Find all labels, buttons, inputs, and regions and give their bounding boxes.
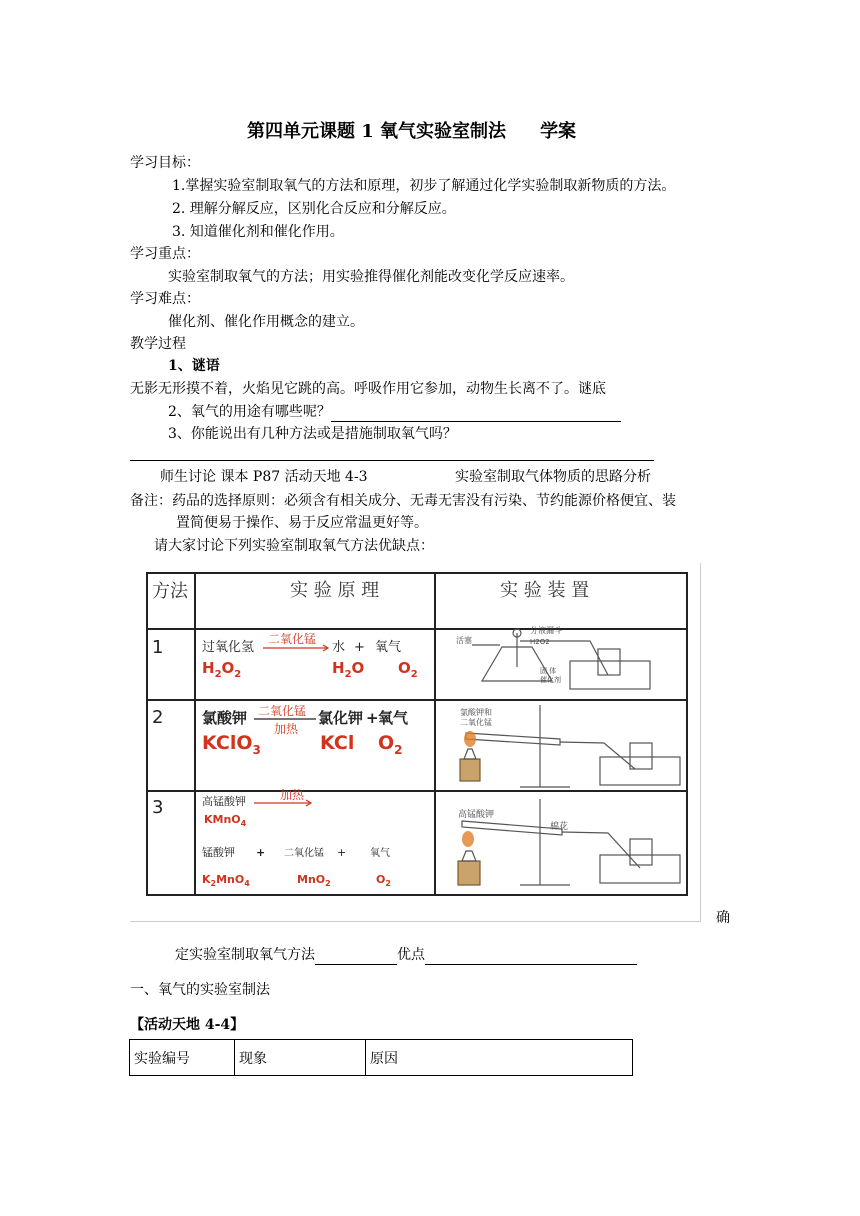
table-header-cell: 实验编号 <box>130 1040 235 1076</box>
formula-o2: $O_2$ <box>376 873 391 888</box>
svg-text:棉花: 棉花 <box>550 822 569 832</box>
note-line-1: 备注：药品的选择原则：必须含有相关成分、无毒无害没有污染、节约能源价格便宜、装 <box>130 493 676 509</box>
svg-text:固 体: 固 体 <box>540 667 557 675</box>
svg-text:+: + <box>366 709 379 727</box>
catalyst-label: 二氧化锰 <box>268 632 317 646</box>
reactant-name: 高锰酸钾 <box>202 795 246 808</box>
answer-blank[interactable] <box>331 407 621 422</box>
formula-kcl: KCl <box>320 732 355 754</box>
methods-figure <box>130 563 701 922</box>
product-name: 水 <box>332 640 346 655</box>
activity-heading: 【活动天地 4-4】 <box>130 1017 245 1033</box>
difficulty-heading: 学习难点： <box>130 291 200 307</box>
formula-o2: $O_2$ <box>378 732 403 757</box>
header-principle: 实 验 原 理 <box>290 580 380 601</box>
product-name: 氯化钾 <box>318 709 364 727</box>
key-heading: 学习重点： <box>130 246 200 262</box>
discuss-prompt: 请大家讨论下列实验室制取氧气方法优缺点： <box>154 538 434 554</box>
question-uses: 2、氧气的用途有哪些呢？ <box>168 402 621 422</box>
objective-item: 2. 理解分解反应，区别化合反应和分解反应。 <box>172 201 456 217</box>
heat-label: 加热 <box>274 722 299 736</box>
method-number: 3 <box>152 797 164 818</box>
formula-h2o2: $H_2O_2$ <box>202 659 242 680</box>
answer-line[interactable] <box>130 460 654 461</box>
svg-text:氯酸钾和: 氯酸钾和 <box>460 708 492 717</box>
method-blank[interactable] <box>315 950 397 965</box>
product-name: 锰酸钾 <box>202 846 235 859</box>
svg-text:+: + <box>337 846 347 859</box>
objective-item: 3. 知道催化剂和催化作用。 <box>172 224 344 240</box>
apparatus-2-sketch <box>460 705 680 787</box>
discussion-left: 师生讨论 课本 P87 活动天地 4-3 <box>160 469 368 485</box>
apparatus-1-sketch <box>472 629 650 689</box>
svg-text:+: + <box>256 846 266 859</box>
riddle-heading: 1、谜语 <box>168 358 220 374</box>
reactant-name: 过氧化氢 <box>202 640 255 655</box>
heat-label: 加热 <box>280 788 305 802</box>
header-method-1: 方法 <box>152 581 188 602</box>
svg-text:催化剂: 催化剂 <box>540 676 561 684</box>
formula-h2o: $H_2O$ <box>332 659 365 680</box>
product-name: 氧气 <box>370 848 390 859</box>
difficulty-text: 催化剂、催化作用概念的建立。 <box>168 314 364 330</box>
objectives-heading: 学习目标： <box>130 155 200 171</box>
table-header-cell: 原因 <box>366 1040 633 1076</box>
formula-k2mno4: $K_2MnO_4$ <box>202 873 250 888</box>
table-row <box>130 1040 633 1076</box>
advantage-blank[interactable] <box>425 950 637 965</box>
page-title: 第四单元课题 1 氧气实验室制法 学案 <box>247 121 577 142</box>
riddle-text: 无影无形摸不着，火焰见它跳的高。呼吸作用它参加，动物生长离不了。谜底 <box>130 381 606 397</box>
experiment-table <box>129 1039 633 1076</box>
objective-item: 1.掌握实验室制取氧气的方法和原理，初步了解通过化学实验制取新物质的方法。 <box>172 178 676 194</box>
formula-mno2: MnO$_2$ <box>297 873 331 888</box>
product-name: 氧气 <box>378 709 409 727</box>
process-heading: 教学过程 <box>130 336 186 352</box>
confirm-tail: 确 <box>716 910 730 926</box>
key-text: 实验室制取氧气的方法；用实验推得催化剂能改变化学反应速率。 <box>168 269 574 285</box>
method-number: 1 <box>152 637 164 658</box>
formula-kmno4: KMnO$_4$ <box>204 813 247 828</box>
reactant-name: 氯酸钾 <box>202 709 248 727</box>
confirm-line: 定实验室制取氧气方法 优点 <box>175 945 637 965</box>
discussion-right: 实验室制取气体物质的思路分析 <box>455 469 651 485</box>
svg-text:活塞: 活塞 <box>456 636 472 645</box>
method-number: 2 <box>152 707 164 728</box>
svg-text:分液漏斗: 分液漏斗 <box>530 626 562 635</box>
product-name: 氧气 <box>375 640 402 655</box>
table-header-cell: 现象 <box>235 1040 366 1076</box>
section-heading: 一、氧气的实验室制法 <box>130 982 270 998</box>
svg-text:二氧化锰: 二氧化锰 <box>460 718 492 727</box>
product-name: 二氧化锰 <box>284 848 324 859</box>
header-apparatus: 实 验 装 置 <box>500 580 590 601</box>
catalyst-label: 二氧化锰 <box>258 704 307 718</box>
formula-kclo3: KClO$_3$ <box>202 732 261 757</box>
question-methods: 3、你能说出有几种方法或是措施制取氧气吗？ <box>168 426 457 442</box>
svg-text:H2O2: H2O2 <box>530 638 550 646</box>
svg-text:高锰酸钾: 高锰酸钾 <box>458 810 495 820</box>
note-line-2: 置简便易于操作、易于反应常温更好等。 <box>176 515 428 531</box>
svg-text:+: + <box>354 640 365 655</box>
formula-o2: $O_2$ <box>398 659 418 680</box>
